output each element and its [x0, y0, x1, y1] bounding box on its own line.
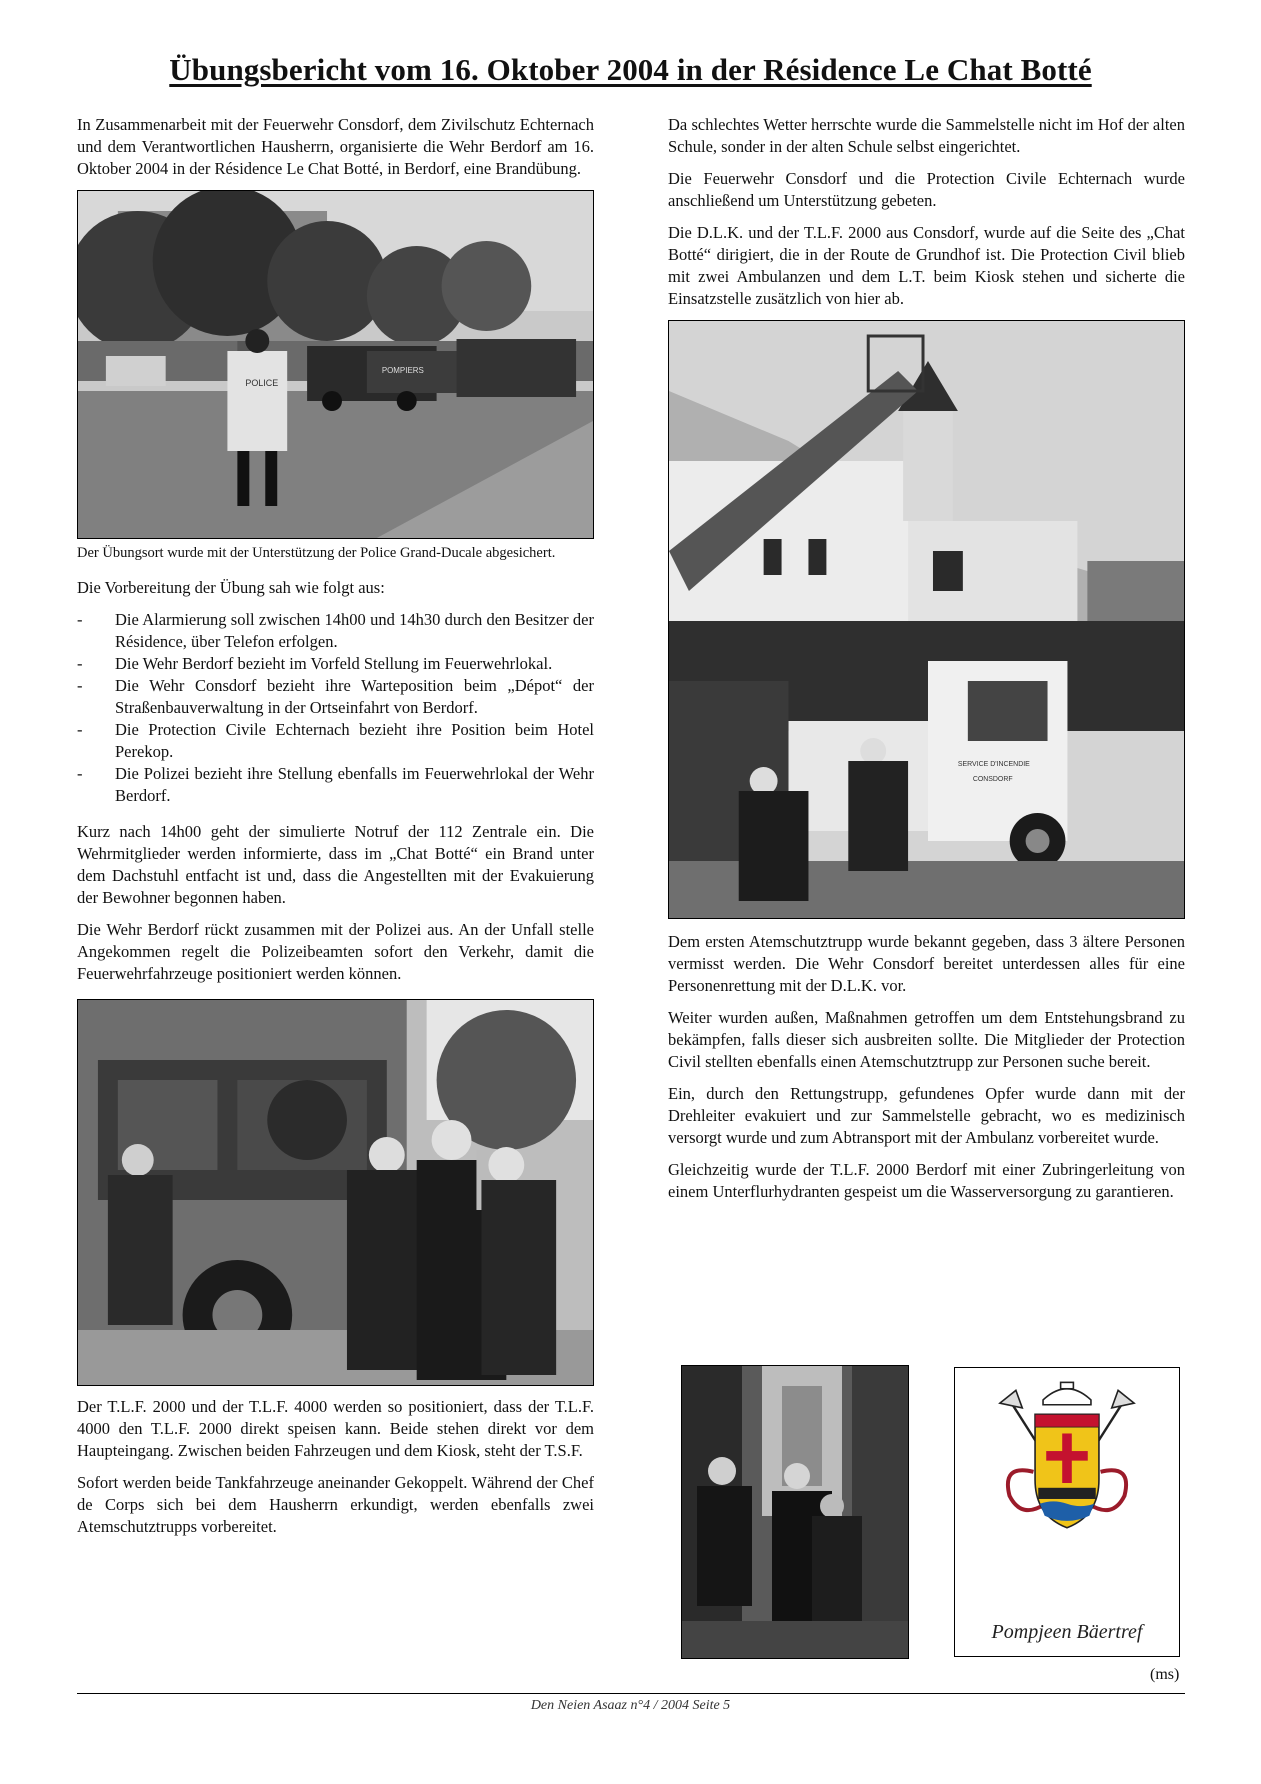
missing-persons-paragraph: Dem ersten Atemschutztrupp wurde bekannt gegeben, dass 3 ältere Personen vermisst werden. Die Wehr Consdorf bereitet unterdessen alles für eine Personenrettung mit der D.L.K. vor.	[668, 932, 1185, 995]
ladder-truck-paragraph: Die D.L.K. und der T.L.F. 2000 aus Consdorf, wurde auf die Seite des „Chat Botté“ dirigiert, die in der Route de Grundhof ist. Die Protection Civil blieb mit zwei Ambulanzen und dem L.T. beim Kiosk stehen und sicherte die Einsatzstelle zusätzlich von hier ab.	[668, 223, 1185, 308]
left-column	[77, 114, 594, 1548]
fire-brigade-crest	[954, 1367, 1180, 1657]
truck-door-text: POMPIERS	[381, 365, 424, 376]
list-item: - Die Wehr Berdorf bezieht im Vorfeld Stellung im Feuerwehrlokal.	[77, 654, 553, 673]
page-title: Übungsbericht vom 16. Oktober 2004 in der Résidence Le Chat Botté	[169, 52, 1092, 87]
photo-firefighters-truck	[77, 999, 594, 1386]
police-vest-text: POLICE	[245, 377, 279, 389]
footer-divider	[77, 1693, 1185, 1694]
right-column	[668, 114, 1185, 1213]
weather-paragraph: Da schlechtes Wetter herrschte wurde die Sammelstelle nicht im Hof der alten Schule, sonder in der alten Schule selbst eingerichtet.	[668, 115, 1185, 156]
preparation-list	[77, 609, 594, 807]
water-supply-paragraph: Gleichzeitig wurde der T.L.F. 2000 Berdorf mit einer Zubringerleitung von einem Unterflurhydranten gespeist um die Wasserversorgung zu garantieren.	[668, 1160, 1185, 1201]
deployment-paragraph: Die Wehr Berdorf rückt zusammen mit der Polizei aus. An der Unfall stelle Angekommen regelt die Polizeibeamten sofort den Verkehr, damit die Feuerwehrfahrzeuge positioniert werden können.	[77, 920, 594, 983]
photo1-caption: Der Übungsort wurde mit der Unterstützung der Police Grand-Ducale abgesichert.	[77, 545, 556, 561]
coupling-paragraph: Sofort werden beide Tankfahrzeuge aneinander Gekoppelt. Während der Chef de Corps sich bei dem Hausherrn erkundigt, werden ebenfalls zwei Atemschutztrupps vorbereitet.	[77, 1473, 594, 1536]
photo-stairwell	[681, 1365, 909, 1659]
page-footer: Den Neien Asaaz n°4 / 2004 Seite 5	[530, 1698, 731, 1713]
dlk-door-text-name: CONSDORF	[972, 775, 1013, 784]
author-initials: (ms)	[1150, 1666, 1180, 1683]
measures-paragraph: Weiter wurden außen, Maßnahmen getroffen um dem Entstehungsbrand zu bekämpfen, falls dieser sich ausbreiten sollte. Die Mitglieder der Protection Civil stellten ebenfalls einen Atemschutztrupp zur Personen suche bereit.	[668, 1008, 1185, 1071]
photo-aerial-ladder	[668, 320, 1185, 919]
victim-paragraph: Ein, durch den Rettungstrupp, gefundenes Opfer wurde dann mit der Drehleiter evakuiert und zur Sammelstelle gebracht, wo es medizinisch versorgt wurde und zum Abtransport mit der Ambulanz vorbereitet wurde.	[668, 1084, 1185, 1147]
tanker-position-paragraph: Der T.L.F. 2000 und der T.L.F. 4000 werden so positioniert, dass der T.L.F. 4000 den T.L.F. 2000 direkt speisen kann. Beide stehen direkt vor dem Haupteingang. Zwischen beiden Fahrzeugen und dem Kiosk, steht der T.S.F.	[77, 1397, 594, 1460]
preparation-heading: Die Vorbereitung der Übung sah wie folgt aus:	[77, 578, 385, 597]
crest-icon	[955, 1368, 1179, 1598]
bottom-images	[681, 1365, 1186, 1657]
emergency-call-paragraph: Kurz nach 14h00 geht der simulierte Notruf der 112 Zentrale ein. Die Wehrmitglieder werden informierte, dass im „Chat Botté“ ein Brand unter dem Dachstuhl entfacht ist und, dass die Angestellten mit der Evakuierung der Bewohner begonnen haben.	[77, 822, 594, 907]
crest-label: Pompjeen Bäertref	[991, 1621, 1143, 1643]
dlk-door-text-top: SERVICE D'INCENDIE	[957, 760, 1030, 769]
support-paragraph: Die Feuerwehr Consdorf und die Protection Civile Echternach wurde anschließend um Unterstützung gebeten.	[668, 169, 1185, 210]
list-item: - Die Alarmierung soll zwischen 14h00 und 14h30 durch den Besitzer der Résidence, über Telefon erfolgen.	[77, 610, 594, 651]
list-item: - Die Protection Civile Echternach bezieht ihre Position beim Hotel Perekop.	[77, 720, 594, 761]
list-item: - Die Wehr Consdorf bezieht ihre Warteposition beim „Dépot“ der Straßenbauverwaltung in der Ortseinfahrt von Berdorf.	[77, 676, 594, 717]
photo-police-street	[77, 190, 594, 539]
list-item: - Die Polizei bezieht ihre Stellung ebenfalls im Feuerwehrlokal der Wehr Berdorf.	[77, 764, 594, 805]
intro-paragraph: In Zusammenarbeit mit der Feuerwehr Consdorf, dem Zivilschutz Echternach und dem Verantwortlichen Hausherrn, organisierte die Wehr Berdorf am 16. Oktober 2004 in der Résidence Le Chat Botté, in Berdorf, eine Brandübung.	[77, 115, 594, 178]
